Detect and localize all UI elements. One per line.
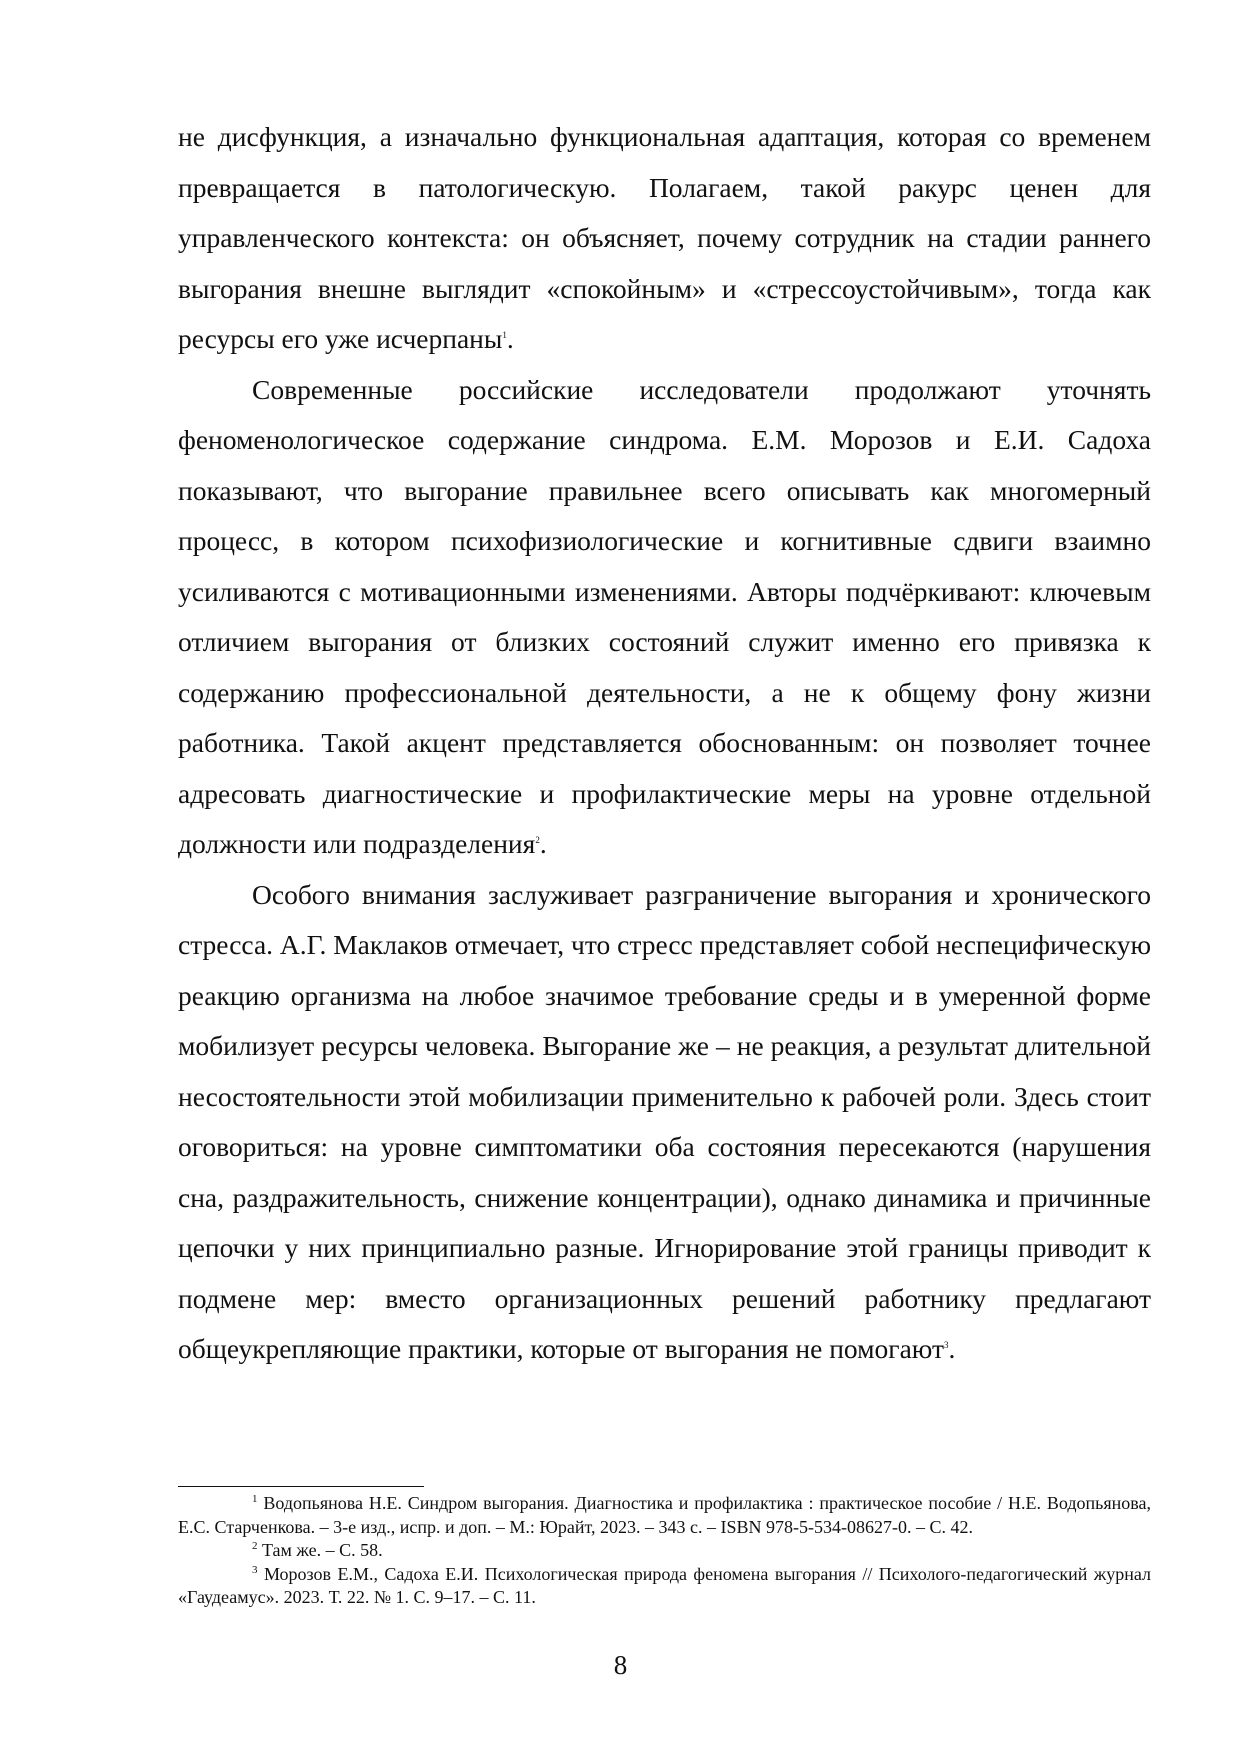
footnote-3 — [178, 1563, 1151, 1610]
paragraph-2 — [178, 365, 1151, 870]
footnote-2-text: Там же. – С. 58. — [262, 1540, 383, 1560]
footnotes — [178, 1492, 1151, 1610]
paragraph-3-tail: . — [948, 1333, 956, 1364]
page-number: 8 — [613, 1650, 628, 1680]
footnote-1-number: 1 — [252, 1493, 258, 1505]
footnote-2-number: 2 — [252, 1540, 258, 1552]
footnote-2 — [178, 1539, 1151, 1563]
paragraph-2-tail: . — [539, 828, 547, 859]
footnote-3-text: Морозов Е.М., Садоха Е.И. Психологическая природа феномена выгорания // Психолого-педагогический журнал «Гаудеамус». 2023. Т. 22. № 1. С. 9–17. – С. 11. — [178, 1563, 1151, 1607]
footnote-ref-3: 3 — [944, 1339, 949, 1350]
footnote-ref-1: 1 — [502, 329, 507, 340]
paragraph-1-text: не дисфункция, а изначально функциональная адаптация, которая со временем превращается в патологическую. Полагаем, такой ракурс ценен для управленческого контекста: он объясняет, почему сотрудник на стадии раннего выгорания внешне выглядит «спокойным» и «стрессоустойчивым», тогда как ресурсы его уже исчерпаны — [178, 121, 1151, 354]
paragraph-1 — [178, 112, 1151, 365]
body-text — [178, 112, 1151, 1375]
footnote-1 — [178, 1492, 1151, 1539]
paragraph-2-text: Современные российские исследователи продолжают уточнять феноменологическое содержание синдрома. Е.М. Морозов и Е.И. Садоха показывают, что выгорание правильнее всего описывать как многомерный процесс, в котором психофизиологические и когнитивные сдвиги взаимно усиливаются с мотивационными изменениями. Авторы подчёркивают: ключевым отличием выгорания от близких состояний служит именно его привязка к содержанию профессиональной деятельности, а не к общему фону жизни работника. Такой акцент представляется обоснованным: он позволяет точнее адресовать диагностические и профилактические меры на уровне отдельной должности или подразделения — [178, 373, 1151, 859]
paragraph-3 — [178, 870, 1151, 1375]
footnote-3-number: 3 — [252, 1563, 258, 1576]
footnote-separator — [178, 1486, 424, 1487]
footnote-1-text: Водопьянова Н.Е. Синдром выгорания. Диагностика и профилактика : практическое пособие / Н.Е. Водопьянова, Е.С. Старченкова. – 3-е изд., испр. и доп. – М.: Юрайт, 2023. – 343 с. – ISBN 978-5-534-08627-0. – С. 42. — [178, 1493, 1151, 1537]
paragraph-1-tail: . — [506, 323, 514, 354]
paragraph-3-text: Особого внимания заслуживает разграничение выгорания и хронического стресса. А.Г. Маклаков отмечает, что стресс представляет собой неспецифическую реакцию организма на любое значимое требование среды и в умеренной форме мобилизует ресурсы человека. Выгорание же – не реакция, а результат длительной несостоятельности этой мобилизации применительно к рабочей роли. Здесь стоит оговориться: на уровне симптоматики оба состояния пересекаются (нарушения сна, раздражительность, снижение концентрации), однако динамика и причинные цепочки у них принципиально разные. Игнорирование этой границы приводит к подмене мер: вместо организационных решений работнику предлагают общеукрепляющие практики, которые от выгорания не помогают — [178, 878, 1151, 1364]
footnote-ref-2: 2 — [535, 834, 540, 845]
